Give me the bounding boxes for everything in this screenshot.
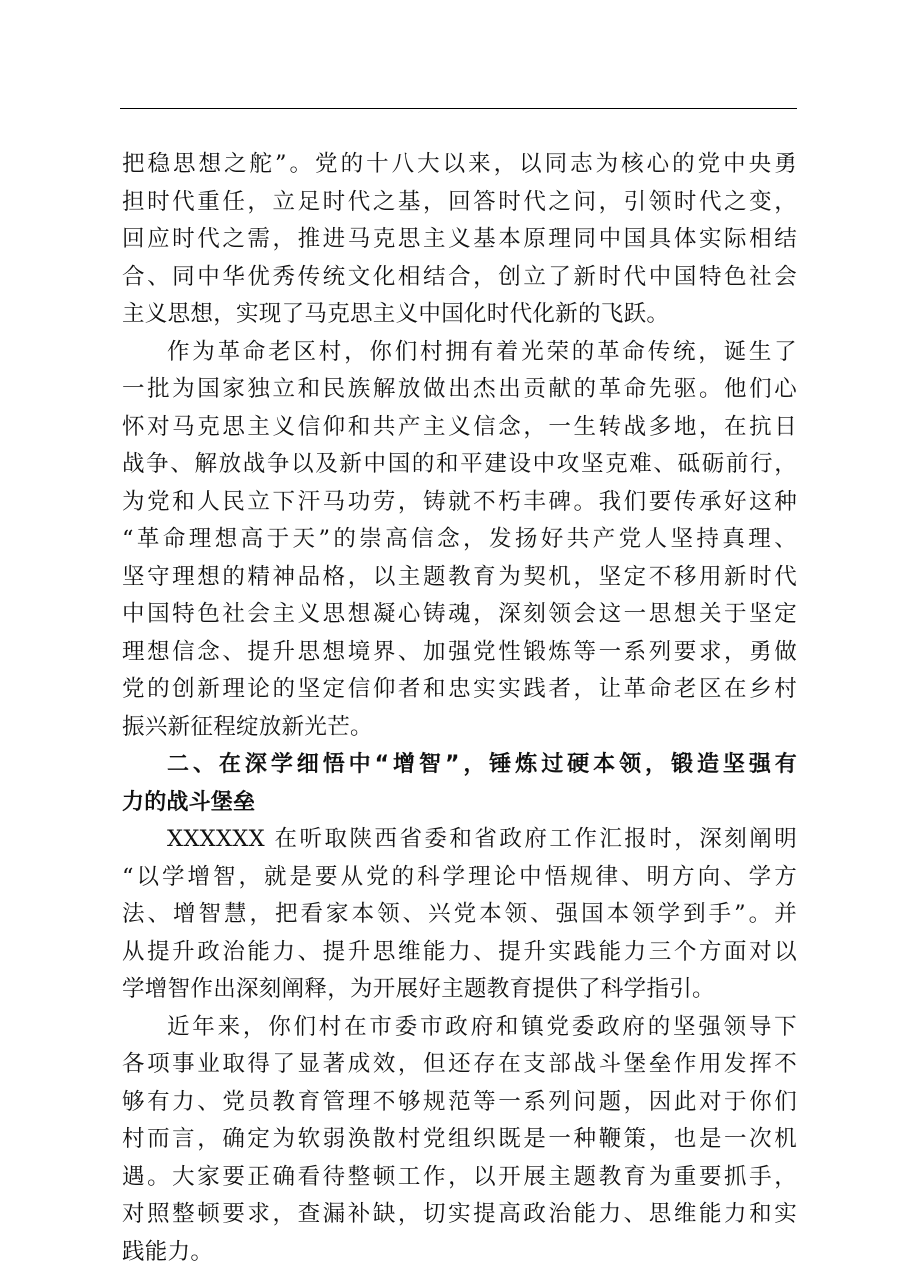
- text-line: 一批为国家独立和民族解放做出杰出贡献的革命先驱。他们心: [122, 376, 797, 402]
- text-line: 学增智作出深刻阐释，为开展好主题教育提供了科学指引。: [122, 976, 715, 1002]
- header-rule: [120, 108, 797, 109]
- text-line: “革命理想高于天”的崇高信念，发扬好共产党人坚持真理、: [122, 526, 797, 552]
- text-line: 作为革命老区村，你们村拥有着光荣的革命传统，诞生了: [167, 338, 797, 365]
- document-body: [122, 146, 797, 1271]
- text-line: 近年来，你们村在市委市政府和镇党委政府的坚强领导下: [167, 1013, 797, 1040]
- paragraph: [122, 334, 797, 747]
- text-line: 回应时代之需，推进马克思主义基本原理同中国具体实际相结: [122, 226, 797, 252]
- text-line: XXXXXX 在听取陕西省委和省政府工作汇报时，深刻阐明: [167, 826, 797, 852]
- text-line: 战争、解放战争以及新中国的和平建设中攻坚克难、砥砺前行，: [122, 451, 797, 477]
- section-heading: [122, 746, 797, 821]
- text-line: 够有力、党员教育管理不够规范等一系列问题，因此对于你们: [122, 1088, 797, 1115]
- heading-line: 二、在深学细悟中“增智”，锤炼过硬本领，锻造坚强有: [167, 752, 797, 777]
- text-line: 对照整顿要求，查漏补缺，切实提高政治能力、思维能力和实: [122, 1201, 797, 1227]
- text-line: 坚守理想的精神品格，以主题教育为契机，坚定不移用新时代: [122, 563, 797, 590]
- text-line: 怀对马克思主义信仰和共产主义信念，一生转战多地，在抗日: [122, 413, 797, 440]
- paragraph: [122, 1009, 797, 1272]
- text-line: 遇。大家要正确看待整顿工作，以开展主题教育为重要抓手，: [122, 1163, 797, 1190]
- text-line: 把稳思想之舵”。党的十八大以来，以同志为核心的党中央勇: [122, 151, 797, 177]
- text-line: 践能力。: [122, 1238, 214, 1265]
- text-line: 理想信念、提升思想境界、加强党性锻炼等一系列要求，勇做: [122, 638, 797, 665]
- text-line: 党的创新理论的坚定信仰者和忠实实践者，让革命老区在乡村: [122, 676, 797, 702]
- text-line: “以学增智，就是要从党的科学理论中悟规律、明方向、学方: [122, 863, 797, 890]
- text-line: 振兴新征程绽放新光芒。: [122, 713, 373, 740]
- text-line: 担时代重任，立足时代之基，回答时代之问，引领时代之变，: [122, 188, 797, 215]
- text-line: 为党和人民立下汗马功劳，铸就不朽丰碑。我们要传承好这种: [122, 488, 797, 515]
- text-line: 法、增智慧，把看家本领、兴党本领、强国本领学到手”。并: [122, 901, 797, 927]
- text-line: 从提升政治能力、提升思维能力、提升实践能力三个方面对以: [122, 938, 797, 965]
- paragraph: [122, 146, 797, 334]
- text-line: 村而言，确定为软弱涣散村党组织既是一种鞭策，也是一次机: [122, 1126, 797, 1152]
- text-line: 主义思想，实现了马克思主义中国化时代化新的飞跃。: [122, 301, 670, 327]
- text-line: 各项事业取得了显著成效，但还存在支部战斗堡垒作用发挥不: [122, 1051, 797, 1077]
- heading-line: 力的战斗堡垒: [122, 789, 256, 815]
- text-line: 中国特色社会主义思想凝心铸魂，深刻领会这一思想关于坚定: [122, 601, 797, 627]
- paragraph: [122, 821, 797, 1009]
- text-line: 合、同中华优秀传统文化相结合，创立了新时代中国特色社会: [122, 263, 797, 290]
